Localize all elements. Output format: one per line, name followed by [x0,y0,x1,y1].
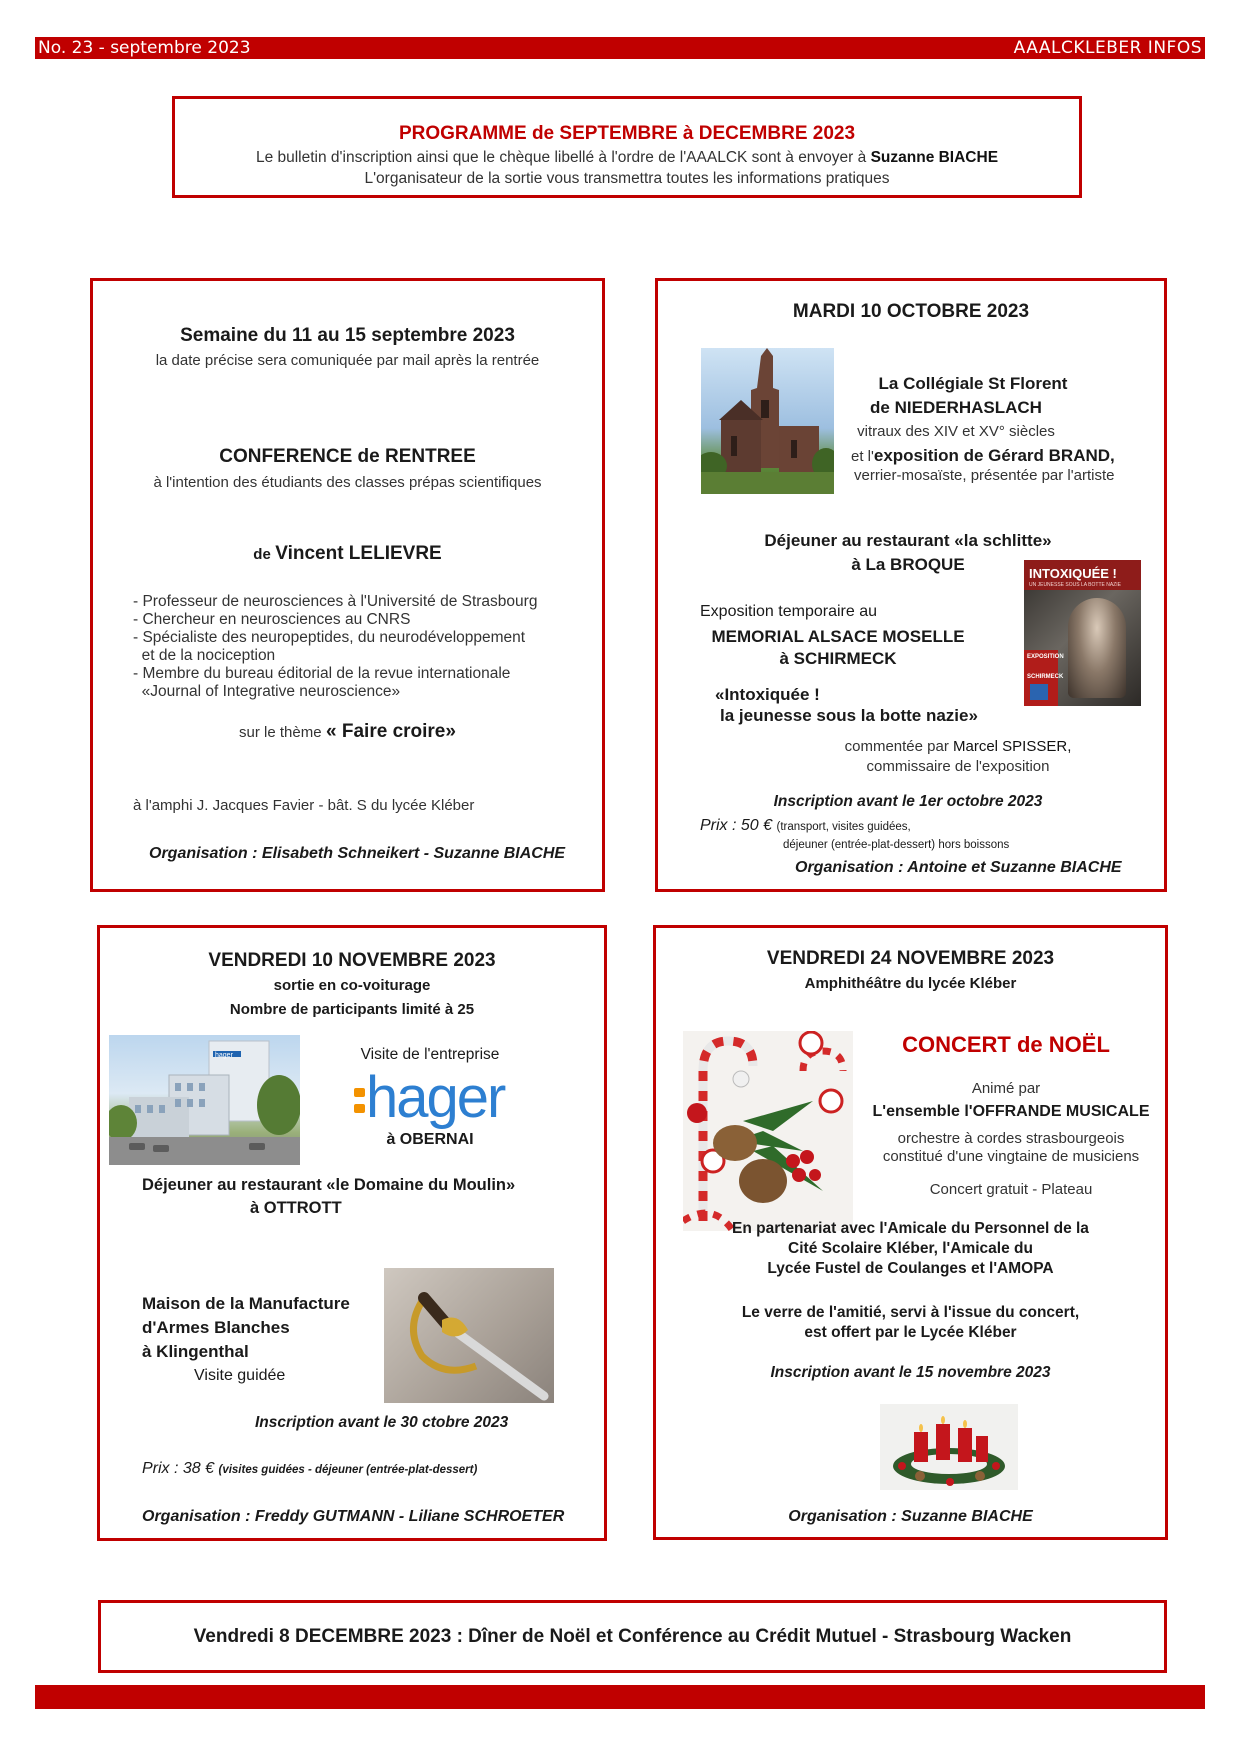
event2-comment-prefix: commentée par [844,738,949,755]
event-card-november-24 [653,925,1168,1540]
event2-comment-line-2: commissaire de l'exposition [866,758,1050,775]
sword-icon [384,1268,554,1403]
issue-number: No. 23 - septembre 2023 [38,38,251,58]
event2-lunch-line-1: Déjeuner au restaurant «la schlitte» [764,531,1052,550]
event2-comment-line-1 [828,738,1088,755]
event2-lunch-line-2: à La BROQUE [851,555,965,574]
poster-subtitle: UN JEUNESSE SOUS LA BOTTE NAZIE [1029,582,1121,588]
event2-visit-line-3: vitraux des XIV et XV° siècles [857,423,1055,440]
bio-item: - Professeur de neurosciences à l'Université de Strasbourg [133,593,538,610]
advent-wreath-photo [880,1404,1018,1490]
event2-exhibit-line-1: «Intoxiquée ! [715,685,820,704]
event2-organisation: Organisation : Antoine et Suzanne BIACHE [795,859,1122,876]
event2-temp-expo: Exposition temporaire au [700,603,877,620]
hager-logo-mark [354,1088,365,1097]
hager-building-photo [109,1035,300,1165]
event2-price-detail-2: déjeuner (entrée-plat-dessert) hors boissons [783,839,1010,851]
event4-drink-1: Le verre de l'amitié, servi à l'issue du concert, [741,1304,1080,1321]
event3-visit-place: à OBERNAI [386,1131,474,1148]
event3-museum-line-1: Maison de la Manufacture [142,1294,350,1313]
bio-item: «Journal of Integrative neuroscience» [133,683,401,700]
event1-place: à l'amphi J. Jacques Favier - bât. S du lycée Kléber [133,797,475,814]
event4-partner-3: Lycée Fustel de Coulanges et l'AMOPA [767,1260,1054,1277]
event3-subtitle-1: sortie en co-voiturage [273,977,431,994]
event3-museum-line-3: à Klingenthal [142,1342,249,1361]
poster-title: INTOXIQUÉE ! [1029,566,1117,581]
event3-museum-line-2: d'Armes Blanches [142,1318,290,1337]
event2-expo-line-1 [851,446,1115,466]
event2-exhibit-line-2: la jeunesse sous la botte nazie» [720,706,978,725]
december-event-box [98,1600,1167,1673]
event3-organisation: Organisation : Freddy GUTMANN - Liliane SCHROETER [142,1508,565,1525]
event3-museum-line-4: Visite guidée [194,1367,286,1384]
building-icon [109,1035,300,1165]
programme-title: PROGRAMME de SEPTEMBRE à DECEMBRE 2023 [398,123,856,144]
poster-badge [1030,684,1048,700]
intro-line-1 [175,149,1079,167]
event1-theme-prefix: sur le thème [239,724,322,741]
advent-wreath-icon [880,1404,1018,1490]
event4-partner-1: En partenariat avec l'Amicale du Personnel de la [732,1220,1089,1237]
intro-box [172,96,1082,198]
bio-item: - Membre du bureau éditorial de la revue internationale [133,665,511,682]
event4-orchestra-2: constitué d'une vingtaine de musiciens [882,1148,1140,1165]
speaker-bio-list [133,593,537,701]
event1-speaker-prefix: de [253,546,271,563]
event2-memorial-line-1: MEMORIAL ALSACE MOSELLE [711,627,965,646]
event3-visit: Visite de l'entreprise [360,1046,500,1063]
event3-price [142,1460,477,1478]
event4-place: Amphithéâtre du lycée Kléber [804,975,1017,992]
event1-date-note: la date précise sera comuniquée par mail après la rentrée [155,352,540,369]
event2-comment-name: Marcel SPISSER, [953,738,1072,755]
event1-speaker-name: Vincent LELIEVRE [275,543,442,564]
event4-orchestra-1: orchestre à cordes strasbourgeois [897,1130,1125,1147]
publication-title: AAALCKLEBER INFOS [1013,38,1202,58]
event4-partner-2: Cité Scolaire Kléber, l'Amicale du [788,1240,1033,1257]
event4-ensemble: L'ensemble l'OFFRANDE MUSICALE [872,1103,1150,1120]
event3-inscription: Inscription avant le 30 ctobre 2023 [255,1414,509,1431]
event2-inscription: Inscription avant le 1er octobre 2023 [773,793,1043,810]
event1-audience: à l'intention des étudiants des classes prépas scientifiques [153,474,542,491]
event3-price-detail: (visites guidées - déjeuner (entrée-plat-dessert) [218,1464,478,1476]
event4-inscription: Inscription avant le 15 novembre 2023 [770,1364,1051,1381]
sword-photo [384,1268,554,1403]
hager-logo-text: hager [366,1065,505,1130]
event3-date: VENDREDI 10 NOVEMBRE 2023 [208,950,496,971]
event3-subtitle-2: Nombre de participants limité à 25 [229,1001,475,1018]
event1-organisation: Organisation : Elisabeth Schneikert - Suzanne BIACHE [149,845,566,862]
event-card-november-10 [97,925,607,1541]
bio-item: et de la nociception [133,647,276,664]
event2-memorial-line-2: à SCHIRMECK [779,649,897,668]
event4-animated: Animé par [971,1080,1041,1097]
church-photo [701,348,834,494]
candy-cane-icon [683,1031,853,1231]
event2-date: MARDI 10 OCTOBRE 2023 [792,301,1030,322]
event2-price [700,817,911,835]
intoxiquee-poster [1024,560,1141,706]
event1-title: CONFERENCE de RENTREE [219,446,476,467]
poster-label-2: SCHIRMECK [1027,674,1064,680]
event2-visit-line-2: de NIEDERHASLACH [870,398,1042,417]
event4-drink-2: est offert par le Lycée Kléber [804,1324,1017,1341]
event2-expo-prefix: et l' [851,448,874,465]
event1-date: Semaine du 11 au 15 septembre 2023 [180,325,515,346]
hager-logo [348,1065,528,1132]
event1-speaker [93,543,602,565]
event3-lunch-line-1: Déjeuner au restaurant «le Domaine du Moulin» [142,1176,516,1194]
event4-free: Concert gratuit - Plateau [929,1181,1093,1198]
hager-logo-mark [354,1104,365,1113]
intro-line-2: L'organisateur de la sortie vous transmettra toutes les informations pratiques [364,170,890,187]
event1-theme [93,721,602,743]
event1-theme-title: « Faire croire» [326,721,456,742]
poster-figure [1068,598,1126,698]
event4-date: VENDREDI 24 NOVEMBRE 2023 [766,948,1055,969]
event2-expo-line-2: verrier-mosaïste, présentée par l'artiste [854,467,1115,484]
christmas-decor-photo [683,1031,853,1231]
header-bar [35,37,1205,59]
event3-lunch-line-2: à OTTROTT [250,1199,342,1217]
bio-item: - Spécialiste des neuropeptides, du neurodéveloppement [133,629,526,646]
church-icon [701,348,834,494]
event4-title: CONCERT de NOËL [902,1032,1110,1057]
building-sign: hager [215,1052,233,1059]
event2-price-amount: Prix : 50 € [700,817,773,834]
event2-visit-line-1: La Collégiale St Florent [878,374,1068,393]
event3-price-amount: Prix : 38 € [142,1460,215,1477]
event-card-october [655,278,1167,892]
event2-expo-title: exposition de Gérard BRAND, [873,446,1115,465]
december-event-text: Vendredi 8 DECEMBRE 2023 : Dîner de Noël et Conférence au Crédit Mutuel - Strasbourg Wacken [193,1626,1072,1647]
intro-contact-name: Suzanne BIACHE [870,149,999,166]
footer-bar [35,1685,1205,1709]
event4-organisation: Organisation : Suzanne BIACHE [788,1508,1033,1525]
bio-item: - Chercheur en neurosciences au CNRS [133,611,411,628]
poster-label-1: EXPOSITION [1027,654,1064,660]
event2-price-detail-1: (transport, visites guidées, [776,821,911,833]
event-card-conference [90,278,605,892]
intro-line-1-text: Le bulletin d'inscription ainsi que le chèque libellé à l'ordre de l'AAALCK sont à envoyer à [255,149,867,166]
